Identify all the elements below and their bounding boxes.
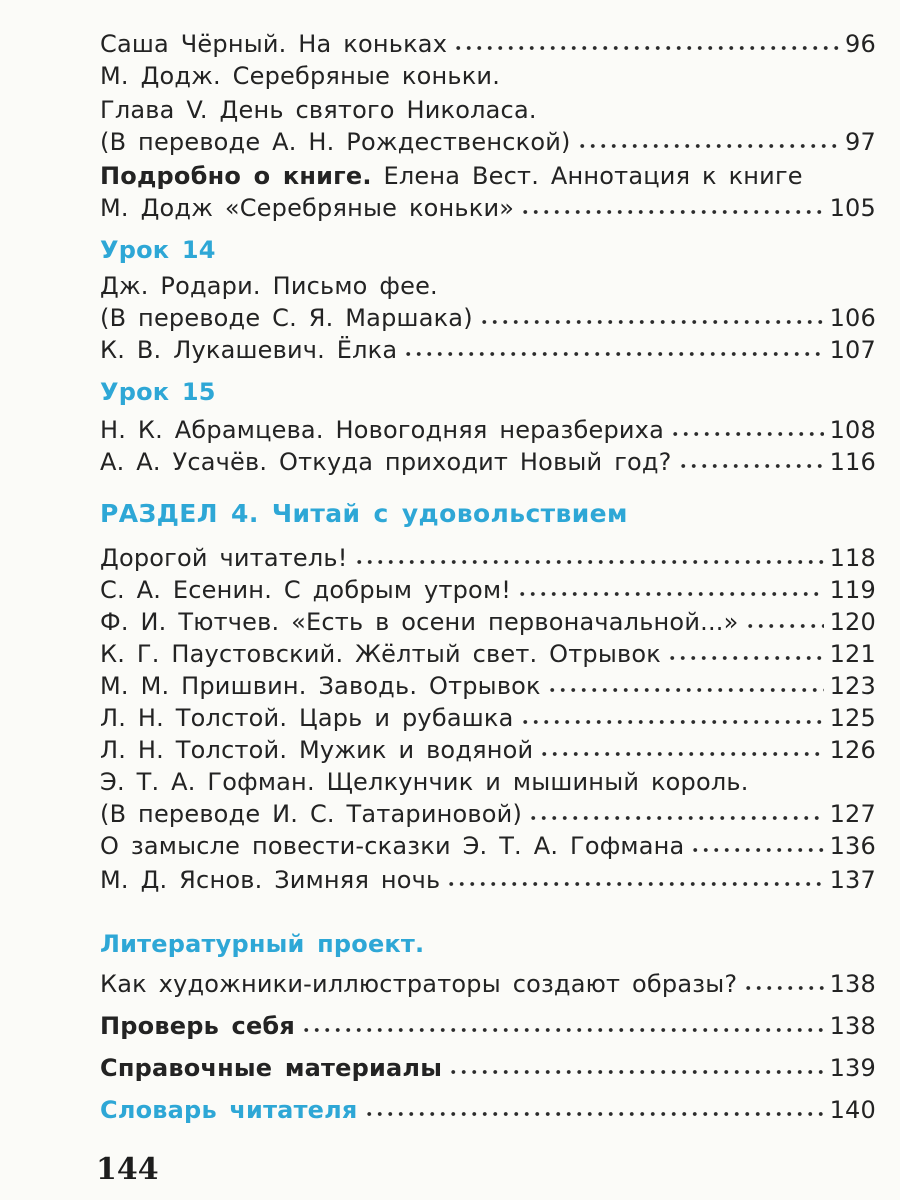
dot-leader xyxy=(667,655,824,661)
entry-page: 138 xyxy=(829,1012,876,1040)
entry-title: (В переводе С. Я. Маршака) xyxy=(100,304,473,332)
toc-entry xyxy=(100,334,876,366)
entry-page: 106 xyxy=(829,304,876,332)
entry-title: Л. Н. Толстой. Мужик и водяной xyxy=(100,736,534,764)
entry-title: Л. Н. Толстой. Царь и рубашка xyxy=(100,704,514,732)
toc-entry xyxy=(100,606,876,638)
toc-entry xyxy=(100,126,876,158)
entry-page: 119 xyxy=(829,576,876,604)
entry-bold-lead: Подробно о книге. xyxy=(100,162,372,190)
toc-entry xyxy=(100,864,876,896)
toc-entry xyxy=(100,542,876,574)
entry-page: 107 xyxy=(829,336,876,364)
entry-page: 136 xyxy=(829,832,876,860)
entry-title: Ф. И. Тютчев. «Есть в осени первоначальной...» xyxy=(100,608,739,636)
toc-entry-line xyxy=(100,60,876,92)
page-number: 144 xyxy=(96,1152,159,1187)
entry-title: Дж. Родари. Письмо фее. xyxy=(100,272,438,300)
entry-title: Дорогой читатель! xyxy=(100,544,348,572)
toc-entry-line xyxy=(100,160,876,192)
entry-title: М. М. Пришвин. Заводь. Отрывок xyxy=(100,672,541,700)
dot-leader xyxy=(678,463,824,469)
dot-leader xyxy=(745,623,824,629)
entry-page: 108 xyxy=(829,416,876,444)
toc-entry xyxy=(100,1010,876,1042)
entry-page: 137 xyxy=(829,866,876,894)
dot-leader xyxy=(403,351,823,357)
entry-title: Елена Вест. Аннотация к книге xyxy=(371,162,803,190)
toc-entry xyxy=(100,830,876,862)
entry-title: Э. Т. А. Гофман. Щелкунчик и мышиный король. xyxy=(100,768,749,796)
toc-entry xyxy=(100,670,876,702)
dot-leader xyxy=(743,985,823,991)
project-heading: Литературный проект. xyxy=(100,930,425,958)
entry-title: М. Д. Яснов. Зимняя ночь xyxy=(100,866,441,894)
dot-leader xyxy=(446,881,823,887)
toc-entry xyxy=(100,798,876,830)
entry-title: Справочные материалы xyxy=(100,1054,443,1082)
toc-entry xyxy=(100,302,876,334)
entry-page: 96 xyxy=(845,30,876,58)
entry-title: Н. К. Абрамцева. Новогодняя неразбериха xyxy=(100,416,664,444)
toc-entry xyxy=(100,1052,876,1084)
entry-page: 123 xyxy=(829,672,876,700)
entry-page: 125 xyxy=(829,704,876,732)
toc-entry xyxy=(100,638,876,670)
entry-title: С. А. Есенин. С добрым утром! xyxy=(100,576,512,604)
entry-page: 97 xyxy=(845,128,876,156)
entry-page: 105 xyxy=(829,194,876,222)
entry-page: 127 xyxy=(829,800,876,828)
toc-entry xyxy=(100,446,876,478)
entry-title: (В переводе А. Н. Рождественской) xyxy=(100,128,571,156)
entry-title: Словарь читателя xyxy=(100,1096,358,1124)
entry-title: М. Додж. Серебряные коньки. xyxy=(100,62,501,90)
dot-leader xyxy=(354,559,824,565)
toc-entry xyxy=(100,574,876,606)
dot-leader xyxy=(528,815,824,821)
dot-leader xyxy=(364,1111,824,1117)
dot-leader xyxy=(520,719,824,725)
entry-page: 126 xyxy=(829,736,876,764)
dot-leader xyxy=(479,319,824,325)
entry-title: Саша Чёрный. На коньках xyxy=(100,30,448,58)
dot-leader xyxy=(301,1027,824,1033)
dot-leader xyxy=(517,591,824,597)
toc-entry-line xyxy=(100,94,876,126)
dot-leader xyxy=(577,143,839,149)
toc-entry xyxy=(100,192,876,224)
entry-title: Как художники-иллюстраторы создают образы? xyxy=(100,970,738,998)
toc-entry-line xyxy=(100,270,876,302)
dot-leader xyxy=(547,687,824,693)
toc-entry xyxy=(100,28,876,60)
entry-title: Глава V. День святого Николаса. xyxy=(100,96,537,124)
lesson-heading: Урок 15 xyxy=(100,378,216,406)
entry-page: 121 xyxy=(829,640,876,668)
entry-page: 116 xyxy=(829,448,876,476)
section-heading: РАЗДЕЛ 4. Читай с удовольствием xyxy=(100,499,628,528)
entry-page: 118 xyxy=(829,544,876,572)
entry-title: Проверь себя xyxy=(100,1012,296,1040)
toc-entry-line xyxy=(100,766,876,798)
toc-entry xyxy=(100,702,876,734)
entry-title: А. А. Усачёв. Откуда приходит Новый год? xyxy=(100,448,672,476)
entry-page: 120 xyxy=(829,608,876,636)
entry-page: 140 xyxy=(829,1096,876,1124)
dot-leader xyxy=(453,45,839,51)
entry-title: (В переводе И. С. Татариновой) xyxy=(100,800,523,828)
entry-title: О замысле повести-сказки Э. Т. А. Гофмана xyxy=(100,832,685,860)
dot-leader xyxy=(670,431,824,437)
lesson-heading: Урок 14 xyxy=(100,236,216,264)
entry-page: 139 xyxy=(829,1054,876,1082)
dot-leader xyxy=(539,751,823,757)
toc-entry xyxy=(100,1094,876,1126)
entry-page: 138 xyxy=(829,970,876,998)
toc-entry xyxy=(100,968,876,1000)
entry-title: К. Г. Паустовский. Жёлтый свет. Отрывок xyxy=(100,640,661,668)
entry-title: К. В. Лукашевич. Ёлка xyxy=(100,336,398,364)
toc-entry xyxy=(100,414,876,446)
dot-leader xyxy=(448,1069,823,1075)
dot-leader xyxy=(520,209,823,215)
dot-leader xyxy=(690,847,823,853)
toc-entry xyxy=(100,734,876,766)
entry-title: М. Додж «Серебряные коньки» xyxy=(100,194,515,222)
